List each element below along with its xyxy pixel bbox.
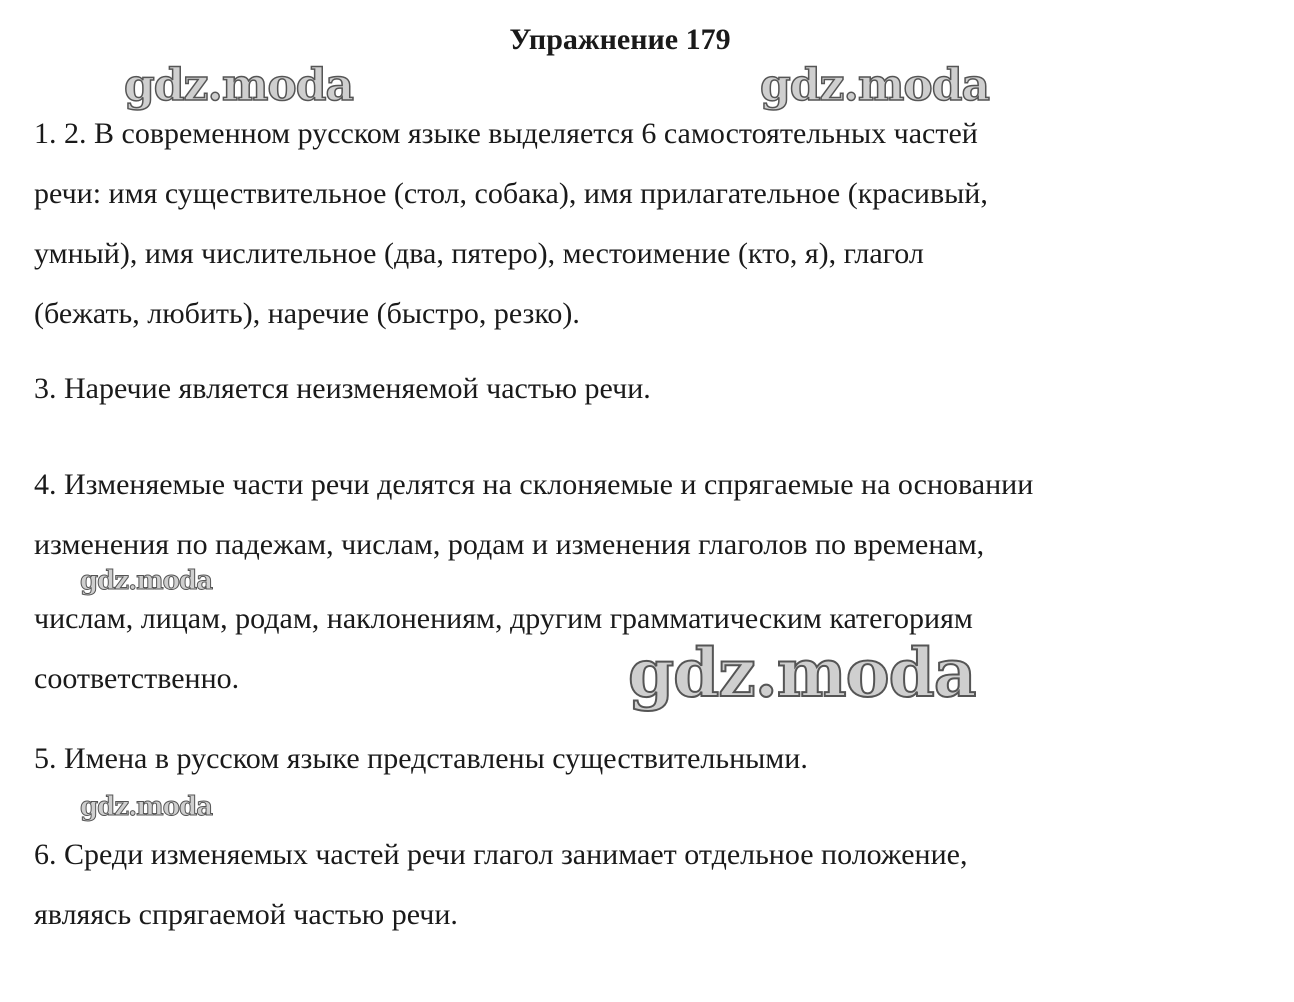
answer-paragraph-4 <box>34 455 1034 712</box>
watermark: gdz.moda <box>628 634 976 712</box>
answer-paragraph-1-2 <box>34 104 988 344</box>
watermark: gdz.moda <box>80 792 213 822</box>
text-line: 1. 2. В современном русском языке выделяется 6 самостоятельных частей <box>34 117 978 150</box>
watermark: gdz.moda <box>760 60 990 111</box>
text-line: являясь спрягаемой частью речи. <box>34 898 458 931</box>
text-line: 4. Изменяемые части речи делятся на склоняемые и спрягаемые на основании <box>34 468 1034 501</box>
answer-paragraph-5 <box>34 739 808 779</box>
watermark: gdz.moda <box>80 566 213 596</box>
text-line: числам, лицам, родам, наклонениям, другим грамматическим категориям <box>34 602 973 635</box>
answer-paragraph-3 <box>34 369 651 409</box>
text-line: соответственно. <box>34 662 240 695</box>
text-line: умный), имя числительное (два, пятеро), местоимение (кто, я), глагол <box>34 237 924 270</box>
text-line: 3. Наречие является неизменяемой частью речи. <box>34 372 651 405</box>
answer-paragraph-6 <box>34 825 968 945</box>
text-line: 6. Среди изменяемых частей речи глагол занимает отдельное положение, <box>34 838 968 871</box>
text-line: 5. Имена в русском языке представлены существительными. <box>34 742 808 775</box>
page-title: Упражнение 179 <box>509 23 731 56</box>
watermark: gdz.moda <box>124 60 354 111</box>
text-line: изменения по падежам, числам, родам и изменения глаголов по временам, <box>34 528 985 561</box>
text-line: (бежать, любить), наречие (быстро, резко). <box>34 297 580 330</box>
text-line: речи: имя существительное (стол, собака), имя прилагательное (красивый, <box>34 177 988 210</box>
